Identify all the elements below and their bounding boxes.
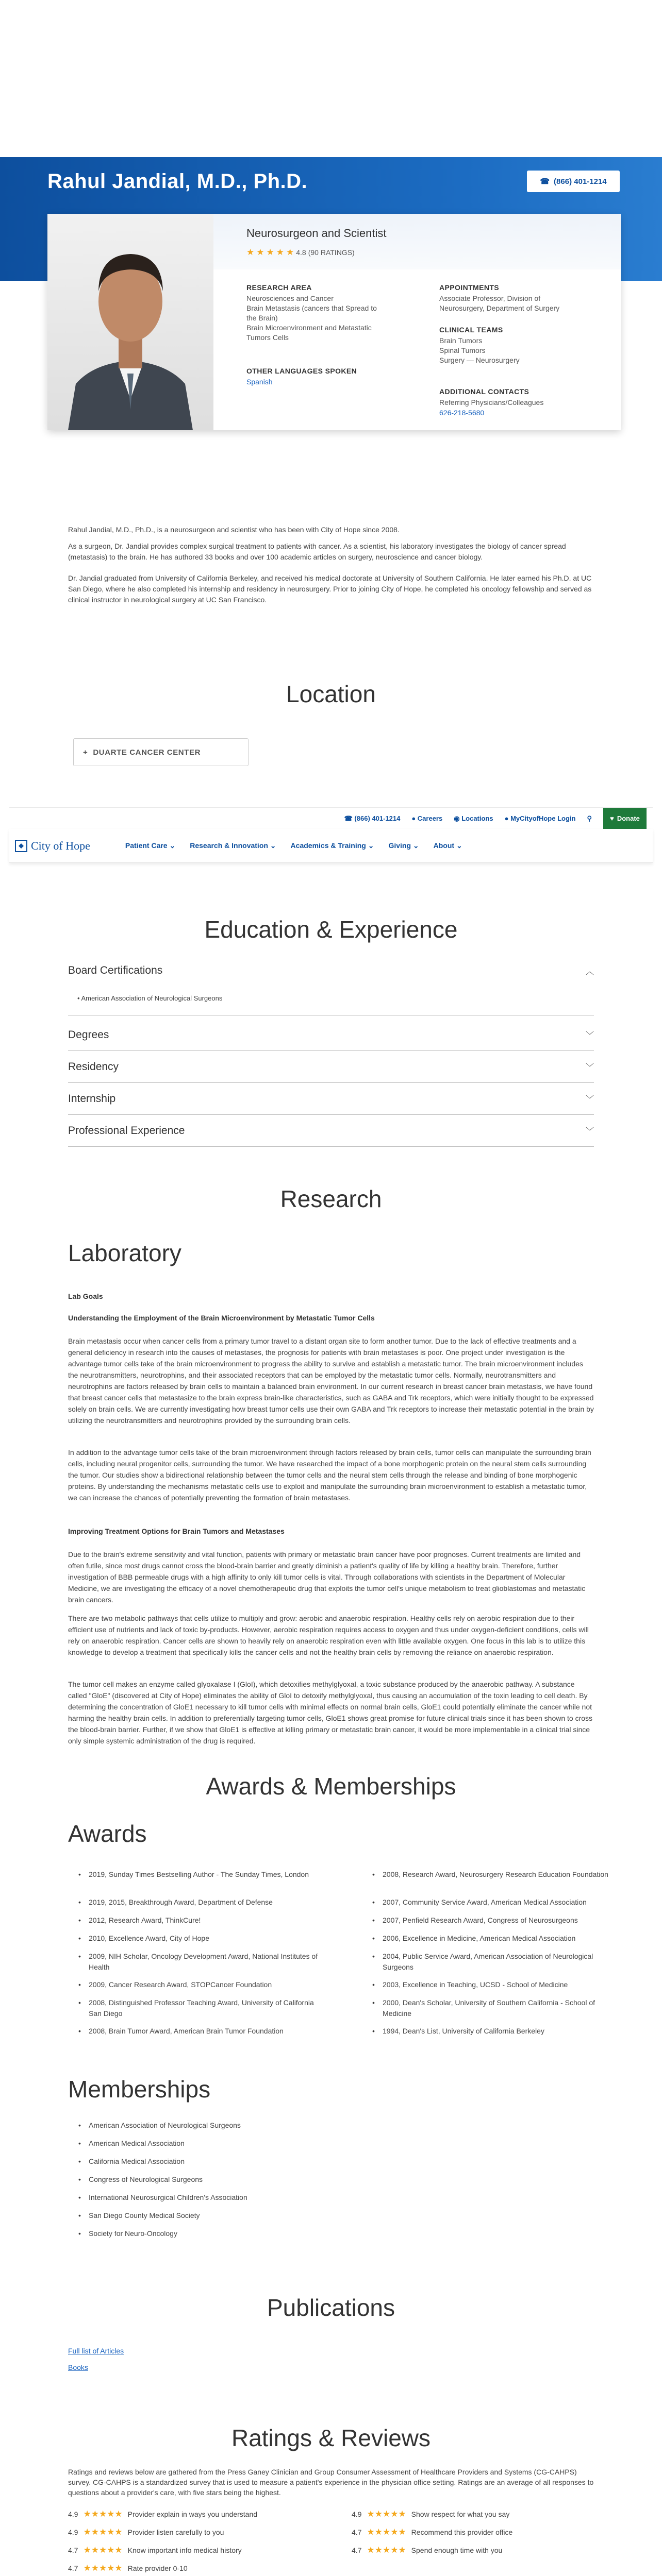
- research-area-item: Neurosciences and Cancer: [246, 294, 334, 302]
- star-rating-icon: ★★★★★: [367, 2527, 406, 2537]
- award-item: • 2010, Excellence Award, City of Hope: [89, 1933, 326, 1944]
- locations-label: Locations: [461, 814, 493, 822]
- rating-row: 4.9 ★★★★★ Show respect for what you say: [352, 2509, 510, 2519]
- main-navbar: [9, 829, 653, 863]
- research-paragraph: Brain metastasis occur when cancer cells from a primary tumor travel to a distant organ site to form another tumor. Due to the lack of effective treatments and a general deficiency in research into the causes of metastases, the prognosis for patients with brain metastases is poor. One project under investigation is the advantage tumor cells take of the brain microenvironment to progress the ability to survive and establish a metastatic tumor. The brain microenvironment includes the neurotransmitters, neurotrophins, and their associated receptors that can be employed by the metastatic tumor cells. Normally, neurotransmitters and neurotrophins are factors released by brain cells to maintain a balanced brain environment. In our current research in breast cancer brain metastasis, we have found that breast cancer cells that metastasize to the brain express brain-like characteristics, such as GABA and Trk receptors, which were initially thought to be expressed solely on brain cells. We are currently investigating how breast tumor cells use their own GABA and Trk receptors to increase their metastatic potential in the brain by utilizing the neurotransmitters and neurotrophins provided by the surrounding brain cells.: [68, 1337, 594, 1425]
- award-item: • 2007, Community Service Award, American Medical Association: [383, 1897, 620, 1908]
- careers-link[interactable]: ● Careers: [411, 815, 443, 822]
- ratings-heading: Ratings & Reviews: [231, 2425, 431, 2451]
- donate-label: Donate: [617, 815, 640, 822]
- bio-paragraph: As a surgeon, Dr. Jandial provides complex surgical treatment to patients with cancer. As a scientist, his laboratory investigates the biology of cancer spread (metastasis) to the brain. He has authored 33 books and over 100 academic articles on surgery, neuroscience and cancer biology.: [68, 542, 566, 561]
- research-area-item: Brain Metastasis (cancers that Spread to the Brain): [246, 304, 377, 322]
- languages-heading: OTHER LANGUAGES SPOKEN: [246, 367, 357, 375]
- research-paragraph: In addition to the advantage tumor cells take of the brain microenvironment through factors released by brain cells, tumor cells can manipulate the surrounding brain cells, including neural progenitor cells, surrounding the tumor. We have researched the impact of a bone morphogenic protein on the neural stem cells surrounding the tumor. Our studies show a bidirectional relationship between the tumor cells and the neural stem cells through the release and binding of bone morphogenic proteins. By understanding the mechanisms metastatic cells use to exploit and manipulate the surrounding brain microenvironment to establish a metastatic tumor, we can increase the chances of potentially preventing the formation of brain metastases.: [68, 1448, 591, 1502]
- star-icon: ★: [286, 247, 294, 257]
- books-link[interactable]: Books: [68, 2363, 88, 2371]
- location-tab[interactable]: [73, 738, 249, 766]
- award-item: • 2009, NIH Scholar, Oncology Development Award, National Institutes of Health: [89, 1951, 326, 1973]
- rating-summary[interactable]: [246, 247, 355, 258]
- clinical-teams-list: [439, 336, 520, 365]
- award-item: • 2003, Excellence in Teaching, UCSD - School of Medicine: [383, 1979, 620, 1990]
- donate-button[interactable]: ♥ Donate: [603, 808, 647, 829]
- appointment-line: Associate Professor, Division of: [439, 294, 541, 302]
- membership-item: • Society for Neuro-Oncology: [89, 2228, 326, 2239]
- appointment-line: Neurosurgery, Department of Surgery: [439, 304, 560, 312]
- rating-row: 4.9 ★★★★★ Provider explain in ways you understand: [68, 2509, 258, 2519]
- rating-row: 4.7 ★★★★★ Spend enough time with you: [352, 2545, 503, 2555]
- star-icon: ★: [266, 247, 274, 257]
- award-item: • 2007, Penfield Research Award, Congress of Neurosurgeons: [383, 1915, 620, 1926]
- contact-label: Referring Physicians/Colleagues: [439, 398, 544, 406]
- doctor-photo: [47, 214, 213, 430]
- accordion-label: Residency: [68, 1060, 119, 1073]
- nav-item-about[interactable]: About ⌄: [433, 841, 462, 850]
- education-heading: Education & Experience: [204, 916, 458, 943]
- nav-item-research[interactable]: Research & Innovation ⌄: [190, 841, 276, 850]
- accordion-label: Internship: [68, 1092, 116, 1105]
- clinical-team-item: Brain Tumors: [439, 336, 483, 345]
- laboratory-heading: Laboratory: [68, 1240, 181, 1266]
- star-rating-icon: ★★★★★: [83, 2545, 123, 2555]
- publications-heading: Publications: [267, 2294, 395, 2321]
- search-icon[interactable]: ⚲: [587, 814, 592, 822]
- rating-row: 4.7 ★★★★★ Recommend this provider office: [352, 2527, 513, 2537]
- doctor-title: Neurosurgeon and Scientist: [246, 227, 387, 240]
- full-articles-link[interactable]: Full list of Articles: [68, 2347, 124, 2355]
- contact-phone-link[interactable]: 626-218-5680: [439, 409, 485, 417]
- chevron-down-icon: ﹀: [585, 1031, 594, 1040]
- star-rating-icon: ★★★★★: [367, 2545, 406, 2555]
- site-logo[interactable]: [14, 839, 90, 853]
- nav-item-patient-care[interactable]: Patient Care ⌄: [125, 841, 176, 850]
- accordion-professional-experience[interactable]: [68, 1115, 594, 1147]
- chevron-down-icon: ﹀: [585, 1063, 594, 1072]
- award-item: • 1994, Dean's List, University of California Berkeley: [383, 2026, 620, 2037]
- clinical-teams-heading: CLINICAL TEAMS: [439, 326, 503, 334]
- mychart-label: MyCityofHope Login: [510, 815, 576, 822]
- membership-item: • International Neurosurgical Children's Association: [89, 2192, 326, 2203]
- doctor-name: Rahul Jandial, M.D., Ph.D.: [47, 170, 308, 193]
- utility-bar: [9, 807, 653, 829]
- rating-row: 4.7 ★★★★★ Rate provider 0-10: [68, 2563, 188, 2573]
- research-heading: Research: [280, 1185, 382, 1212]
- nav-item-academics[interactable]: Academics & Training ⌄: [290, 841, 374, 850]
- careers-label: Careers: [417, 815, 443, 822]
- chevron-up-icon: ︿: [585, 967, 594, 976]
- board-item: • American Association of Neurological Surgeons: [77, 994, 223, 1002]
- star-rating-icon: ★★★★★: [83, 2527, 123, 2537]
- membership-item: • American Association of Neurological Surgeons: [89, 2120, 326, 2131]
- rating-row: 4.7 ★★★★★ Know important info medical history: [68, 2545, 242, 2555]
- ratings-intro: Ratings and reviews below are gathered from the Press Ganey Clinician and Group Consumer Assessment of Healthcare Providers and Systems (CG-CAHPS) survey. CG-CAHPS is a standardized survey that is used to measure a patient's experience in the physician office setting. Ratings are an average of all responses to questions about a provider's care, with five stars being the highest.: [68, 2468, 594, 2497]
- membership-item: • California Medical Association: [89, 2156, 326, 2167]
- chevron-down-icon: ﹀: [585, 1095, 594, 1104]
- research-area-item: Brain Microenvironment and Metastatic Tumors Cells: [246, 324, 372, 342]
- location-heading: Location: [286, 681, 376, 707]
- star-rating-icon: ★★★★★: [83, 2509, 123, 2519]
- nav-item-giving[interactable]: Giving ⌄: [388, 841, 419, 850]
- award-item: • 2000, Dean's Scholar, University of Southern California - School of Medicine: [383, 1997, 620, 2019]
- accordion-residency[interactable]: [68, 1051, 594, 1083]
- star-icon: ★: [246, 247, 255, 257]
- award-item: • 2008, Distinguished Professor Teaching Award, University of California San Diego: [89, 1997, 326, 2019]
- plus-icon: +: [83, 748, 88, 757]
- research-subheading: Improving Treatment Options for Brain Tumors and Metastases: [68, 1527, 285, 1535]
- bio-paragraph: Rahul Jandial, M.D., Ph.D., is a neurosurgeon and scientist who has been with City of Hope since 2008.: [68, 526, 400, 534]
- star-icon: ★: [256, 247, 264, 257]
- star-icon: ★: [276, 247, 284, 257]
- award-item: • 2004, Public Service Award, American Association of Neurological Surgeons: [383, 1951, 620, 1973]
- research-subheading: Understanding the Employment of the Brain Microenvironment by Metastatic Tumor Cells: [68, 1314, 375, 1322]
- awards-memberships-heading: Awards & Memberships: [206, 1773, 456, 1800]
- award-item: • 2009, Cancer Research Award, STOPCancer Foundation: [89, 1979, 326, 1990]
- chevron-down-icon: ﹀: [585, 1127, 594, 1136]
- utility-phone-link[interactable]: ☎ (866) 401-1214: [344, 814, 401, 822]
- accordion-degrees[interactable]: [68, 1019, 594, 1051]
- rating-row: 4.9 ★★★★★ Provider listen carefully to you: [68, 2527, 224, 2537]
- bio-paragraph: Dr. Jandial graduated from University of California Berkeley, and received his medical doctorate at University of Southern California. He later earned his Ph.D. at UC San Diego, where he also completed his internship and residency in neurosurgery. Prior to joining City of Hope, he completed his oncology fellowship and served as clinical instructor in neurological surgery at UC San Francisco.: [68, 574, 592, 604]
- star-rating-icon: ★★★★★: [367, 2509, 406, 2519]
- membership-item: • Congress of Neurological Surgeons: [89, 2174, 326, 2185]
- rating-value: 4.8: [296, 248, 306, 257]
- accordion-label: Professional Experience: [68, 1124, 185, 1137]
- logo-text: City of Hope: [31, 839, 90, 852]
- locations-link[interactable]: ◉ Locations: [454, 814, 493, 822]
- clinical-team-item: Spinal Tumors: [439, 346, 486, 354]
- star-rating-icon: ★★★★★: [83, 2563, 123, 2573]
- phone-button-label: (866) 401-1214: [554, 177, 607, 186]
- accordion-board-certifications[interactable]: [68, 955, 594, 987]
- awards-heading: Awards: [68, 1820, 147, 1847]
- award-item: • 2019, Sunday Times Bestselling Author - The Sunday Times, London: [89, 1869, 326, 1880]
- contacts-heading: ADDITIONAL CONTACTS: [439, 387, 529, 396]
- research-area-list: [246, 294, 380, 343]
- utility-phone-label: (866) 401-1214: [354, 814, 401, 822]
- research-paragraph: The tumor cell makes an enzyme called glyoxalase I (GloI), which detoxifies methylglyoxal, a toxic substance produced by the anaerobic pathway. A substance called "GloE" (discovered at City of Hope) eliminates the ability of GloI to detoxify methylglyoxal, thus causing an accumulation of the toxin leading to cell death. By determining the concentration of GloE1 necessary to kill tumor cells with minimal effects on normal brain cells, GloE1 could potentially eliminate the cancer while not harming the healthy brain cells. In addition to preferentially targeting tumor cells, GloE1 shows great promise for future clinical trials since it has been shown to cross the blood-brain barrier. Further, if we show that GloE1 is effective at killing primary or metastatic brain cancer, it would be more implementable in a clinical trial since only simple systemic administration of the drug is required.: [68, 1680, 593, 1745]
- phone-icon: ☎: [540, 177, 550, 186]
- language-value: Spanish: [246, 378, 273, 386]
- logo-icon: [14, 839, 28, 853]
- memberships-heading: Memberships: [68, 2076, 211, 2103]
- profile-card-header: [213, 214, 621, 269]
- award-item: • 2012, Research Award, ThinkCure!: [89, 1915, 326, 1926]
- award-item: • 2008, Research Award, Neurosurgery Research Education Foundation: [383, 1869, 620, 1880]
- rating-count: (90 RATINGS): [308, 248, 355, 257]
- award-item: • 2019, 2015, Breakthrough Award, Department of Defense: [89, 1897, 326, 1908]
- appointments-heading: APPOINTMENTS: [439, 283, 500, 292]
- accordion-internship[interactable]: [68, 1083, 594, 1115]
- accordion-label: Degrees: [68, 1028, 109, 1041]
- appointments-list: [439, 294, 559, 313]
- mychart-link[interactable]: ● MyCityofHope Login: [504, 815, 576, 822]
- award-item: • 2006, Excellence in Medicine, American Medical Association: [383, 1933, 620, 1944]
- membership-item: • American Medical Association: [89, 2138, 326, 2149]
- research-paragraph: There are two metabolic pathways that cells utilize to multiply and grow: aerobic and anaerobic respiration. Healthy cells rely on aerobic respiration due to their efficient use of nutrients and lack of toxic by-products. However, aerobic respiration requires access to oxygen and thus under oxygen-deficient conditions, cells will rely on anaerobic respiration. Cancer cells are shown to heavily rely on anaerobic respiration even with little available oxygen. One focus in this lab is to utilize this knowledge to develop a treatment that specifically kills the cancer cells and not the healthy brain cells by removing the reliance on anaerobic respiration.: [68, 1614, 589, 1656]
- research-area-heading: RESEARCH AREA: [246, 283, 312, 292]
- clinical-team-item: Surgery — Neurosurgery: [439, 356, 520, 364]
- membership-item: • San Diego County Medical Society: [89, 2210, 326, 2221]
- accordion-label: Board Certifications: [68, 964, 163, 976]
- research-paragraph: Due to the brain's extreme sensitivity and vital function, patients with primary or metastatic brain cancer have poor prognoses. Current treatments are limited and often futile, since most drugs cannot cross the blood-brain barrier and greatly diminish a patient's quality of life by killing a healthy brain. Therefore, further investigation of BBB permeable drugs with a high affinity to only kill tumor cells is vital. Through collaborations with scientists in the Department of Molecular Medicine, we are investigating the efficacy of a novel chemotherapeutic drug that exploits the tumor cell's unique metabolism to treat glioblastomas and metastatic brain cancers.: [68, 1550, 586, 1604]
- phone-button[interactable]: [527, 171, 620, 192]
- award-item: • 2008, Brain Tumor Award, American Brain Tumor Foundation: [89, 2026, 326, 2037]
- lab-goals-heading: Lab Goals: [68, 1292, 103, 1300]
- location-tab-label: DUARTE CANCER CENTER: [93, 748, 201, 757]
